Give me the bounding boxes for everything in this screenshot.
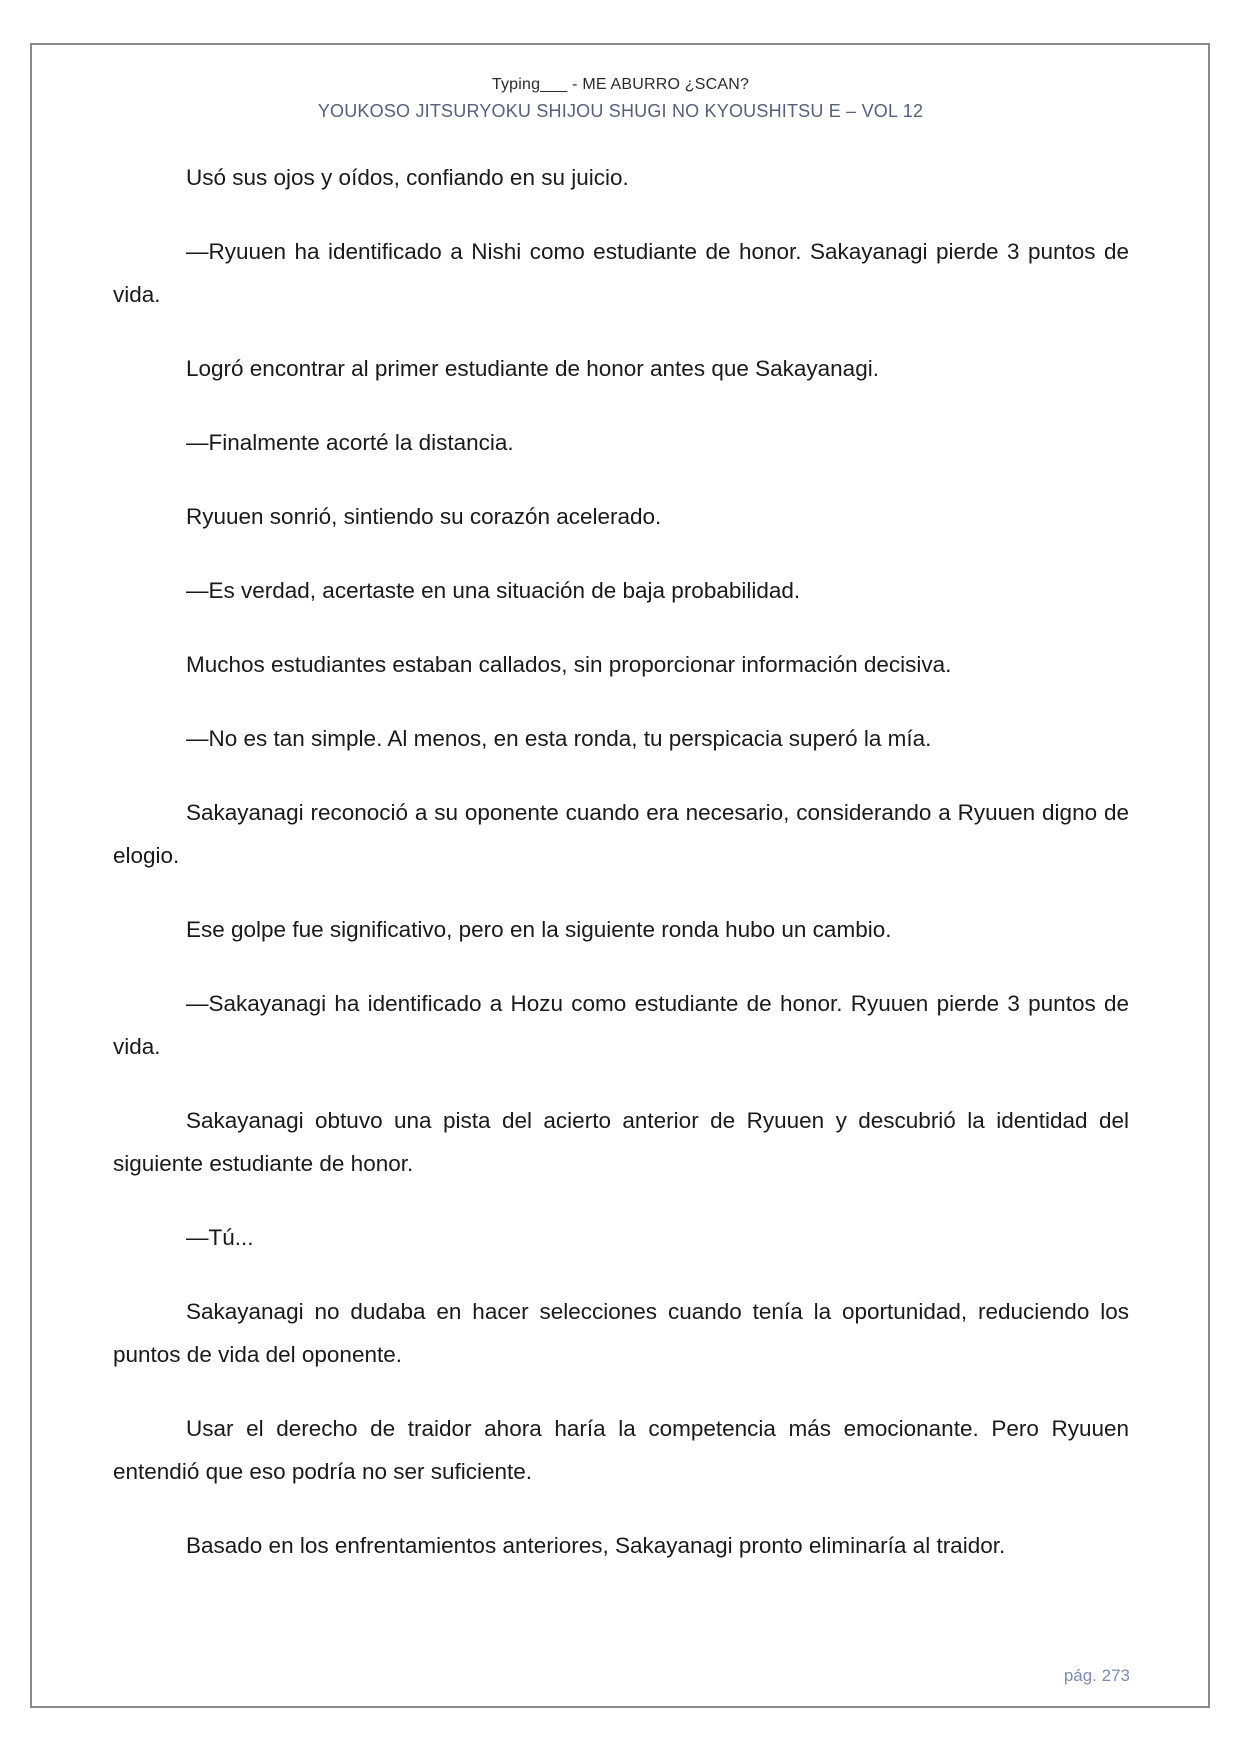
paragraph: —No es tan simple. Al menos, en esta ronda, tu perspicacia superó la mía. — [186, 726, 932, 751]
paragraph: —Finalmente acorté la distancia. — [186, 430, 514, 455]
header-credits: Typing___ - ME ABURRO ¿SCAN? — [491, 76, 750, 93]
document-body — [113, 156, 1129, 1598]
paragraph: Sakayanagi no dudaba en hacer selecciones cuando tenía la oportunidad, reduciendo los puntos de vida del oponente. — [113, 1299, 1129, 1367]
paragraph: Basado en los enfrentamientos anteriores, Sakayanagi pronto eliminaría al traidor. — [186, 1533, 1006, 1558]
paragraph: Ryuuen sonrió, sintiendo su corazón acelerado. — [186, 504, 662, 529]
paragraph: —Es verdad, acertaste en una situación de baja probabilidad. — [186, 578, 801, 603]
paragraph: Usar el derecho de traidor ahora haría la competencia más emocionante. Pero Ryuuen entendió que eso podría no ser suficiente. — [113, 1416, 1129, 1484]
paragraph: Ese golpe fue significativo, pero en la siguiente ronda hubo un cambio. — [186, 917, 892, 942]
paragraph: —Sakayanagi ha identificado a Hozu como estudiante de honor. Ryuuen pierde 3 puntos de vida. — [113, 991, 1129, 1059]
paragraph: —Ryuuen ha identificado a Nishi como estudiante de honor. Sakayanagi pierde 3 puntos de vida. — [113, 239, 1129, 307]
paragraph: Muchos estudiantes estaban callados, sin proporcionar información decisiva. — [186, 652, 952, 677]
paragraph: Sakayanagi reconoció a su oponente cuando era necesario, considerando a Ryuuen digno de elogio. — [113, 800, 1129, 868]
paragraph: Logró encontrar al primer estudiante de honor antes que Sakayanagi. — [186, 356, 879, 381]
paragraph: —Tú... — [186, 1225, 254, 1250]
header-book-title: YOUKOSO JITSURYOKU SHIJOU SHUGI NO KYOUSHITSU E – VOL 12 — [317, 101, 924, 121]
page-number: pág. 273 — [1063, 1666, 1130, 1685]
paragraph: Sakayanagi obtuvo una pista del acierto anterior de Ryuuen y descubrió la identidad del siguiente estudiante de honor. — [113, 1108, 1129, 1176]
paragraph: Usó sus ojos y oídos, confiando en su juicio. — [186, 165, 629, 190]
